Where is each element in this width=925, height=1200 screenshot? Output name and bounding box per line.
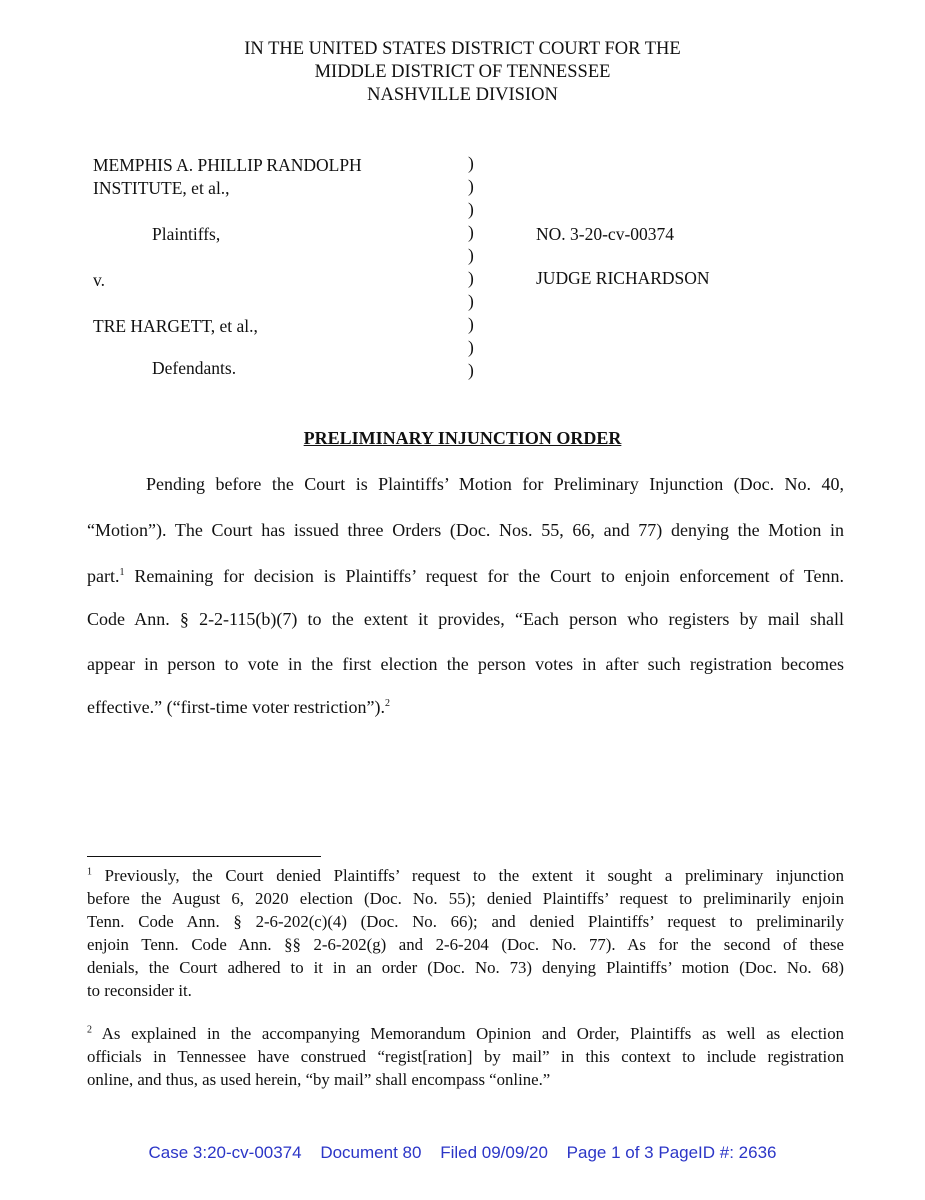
body-line-2: “Motion”). The Court has issued three Orders (Doc. Nos. 55, 66, and 77) denying the Motion in: [87, 520, 844, 540]
caption-paren: ): [468, 222, 474, 242]
caption-paren: ): [468, 337, 474, 357]
defendant-name: TRE HARGETT, et al.,: [93, 316, 258, 336]
caption-paren: ): [468, 291, 474, 311]
court-header-line-3: NASHVILLE DIVISION: [367, 85, 558, 105]
footnote-2-line-3: online, and thus, as used herein, “by mail” shall encompass “online.”: [87, 1070, 551, 1089]
caption-paren: ): [468, 245, 474, 265]
caption-paren: ): [468, 199, 474, 219]
body-line-4: Code Ann. § 2-2-115(b)(7) to the extent it provides, “Each person who registers by mail shall: [87, 609, 844, 629]
footnote-reference-2: 2: [385, 698, 391, 709]
footnote-reference-1: 1: [119, 567, 125, 578]
case-number: NO. 3-20-cv-00374: [536, 224, 675, 244]
body-text: part.: [87, 566, 120, 586]
court-header-line-2: MIDDLE DISTRICT OF TENNESSEE: [314, 62, 611, 82]
body-text: effective.” (“first-time voter restriction”).: [87, 697, 386, 717]
body-line-3: [87, 566, 844, 587]
case-caption: [0, 152, 925, 382]
caption-paren: ): [468, 360, 474, 380]
body-text: Remaining for decision is Plaintiffs’ request for the Court to enjoin enforcement of Tenn.: [134, 566, 845, 586]
ecf-filing-stamp: [0, 1143, 925, 1163]
caption-paren: ): [468, 314, 474, 334]
footnote-2-line-1: [87, 1024, 844, 1044]
footnote-2-marker: 2: [87, 1024, 92, 1036]
stamp-page-info: Page 1 of 3 PageID #: 2636: [566, 1143, 777, 1162]
footnote-separator: [87, 856, 321, 857]
plaintiff-name-line-2: INSTITUTE, et al.,: [93, 178, 230, 198]
footnote-1-line-6: to reconsider it.: [87, 981, 192, 1000]
caption-paren: ): [468, 176, 474, 196]
plaintiffs-label: Plaintiffs,: [152, 224, 221, 244]
order-title: PRELIMINARY INJUNCTION ORDER: [303, 428, 622, 448]
plaintiff-name-line-1: MEMPHIS A. PHILLIP RANDOLPH: [93, 155, 362, 175]
footnote-1-line-1: [87, 866, 844, 886]
footnote-1-marker: 1: [87, 866, 92, 878]
caption-paren: ): [468, 153, 474, 173]
stamp-document-number: Document 80: [320, 1143, 422, 1162]
footnote-1-line-5: denials, the Court adhered to it in an order (Doc. No. 73) denying Plaintiffs’ motion (Doc. No. 68): [87, 958, 844, 977]
stamp-filed-date: Filed 09/09/20: [440, 1143, 548, 1162]
body-line-1: Pending before the Court is Plaintiffs’ Motion for Preliminary Injunction (Doc. No. 40,: [146, 474, 844, 494]
body-line-5: appear in person to vote in the first election the person votes in after such registration becomes: [87, 654, 844, 674]
judge-name: JUDGE RICHARDSON: [536, 268, 710, 288]
court-header-line-1: IN THE UNITED STATES DISTRICT COURT FOR THE: [244, 39, 681, 59]
footnote-1-line-3: Tenn. Code Ann. § 2-6-202(c)(4) (Doc. No. 66); and denied Plaintiffs’ request to preliminarily: [87, 912, 844, 931]
footnote-1-line-4: enjoin Tenn. Code Ann. §§ 2-6-202(g) and 2-6-204 (Doc. No. 77). As for the second of these: [87, 935, 844, 954]
court-header: [0, 38, 925, 107]
caption-parenthesis-column: [468, 152, 474, 382]
body-line-6: [87, 697, 844, 718]
stamp-case-number: Case 3:20-cv-00374: [148, 1143, 302, 1162]
footnote-text: As explained in the accompanying Memorandum Opinion and Order, Plaintiffs as well as election: [101, 1024, 844, 1043]
versus-label: v.: [93, 270, 105, 290]
footnote-1-line-2: before the August 6, 2020 election (Doc. No. 55); denied Plaintiffs’ request to preliminarily enjoin: [87, 889, 844, 908]
footnote-text: Previously, the Court denied Plaintiffs’ request to the extent it sought a preliminary injunction: [104, 866, 844, 885]
defendants-label: Defendants.: [152, 358, 237, 378]
footnote-2-line-2: officials in Tennessee have construed “regist[ration] by mail” in this context to include registration: [87, 1047, 844, 1066]
caption-paren: ): [468, 268, 474, 288]
